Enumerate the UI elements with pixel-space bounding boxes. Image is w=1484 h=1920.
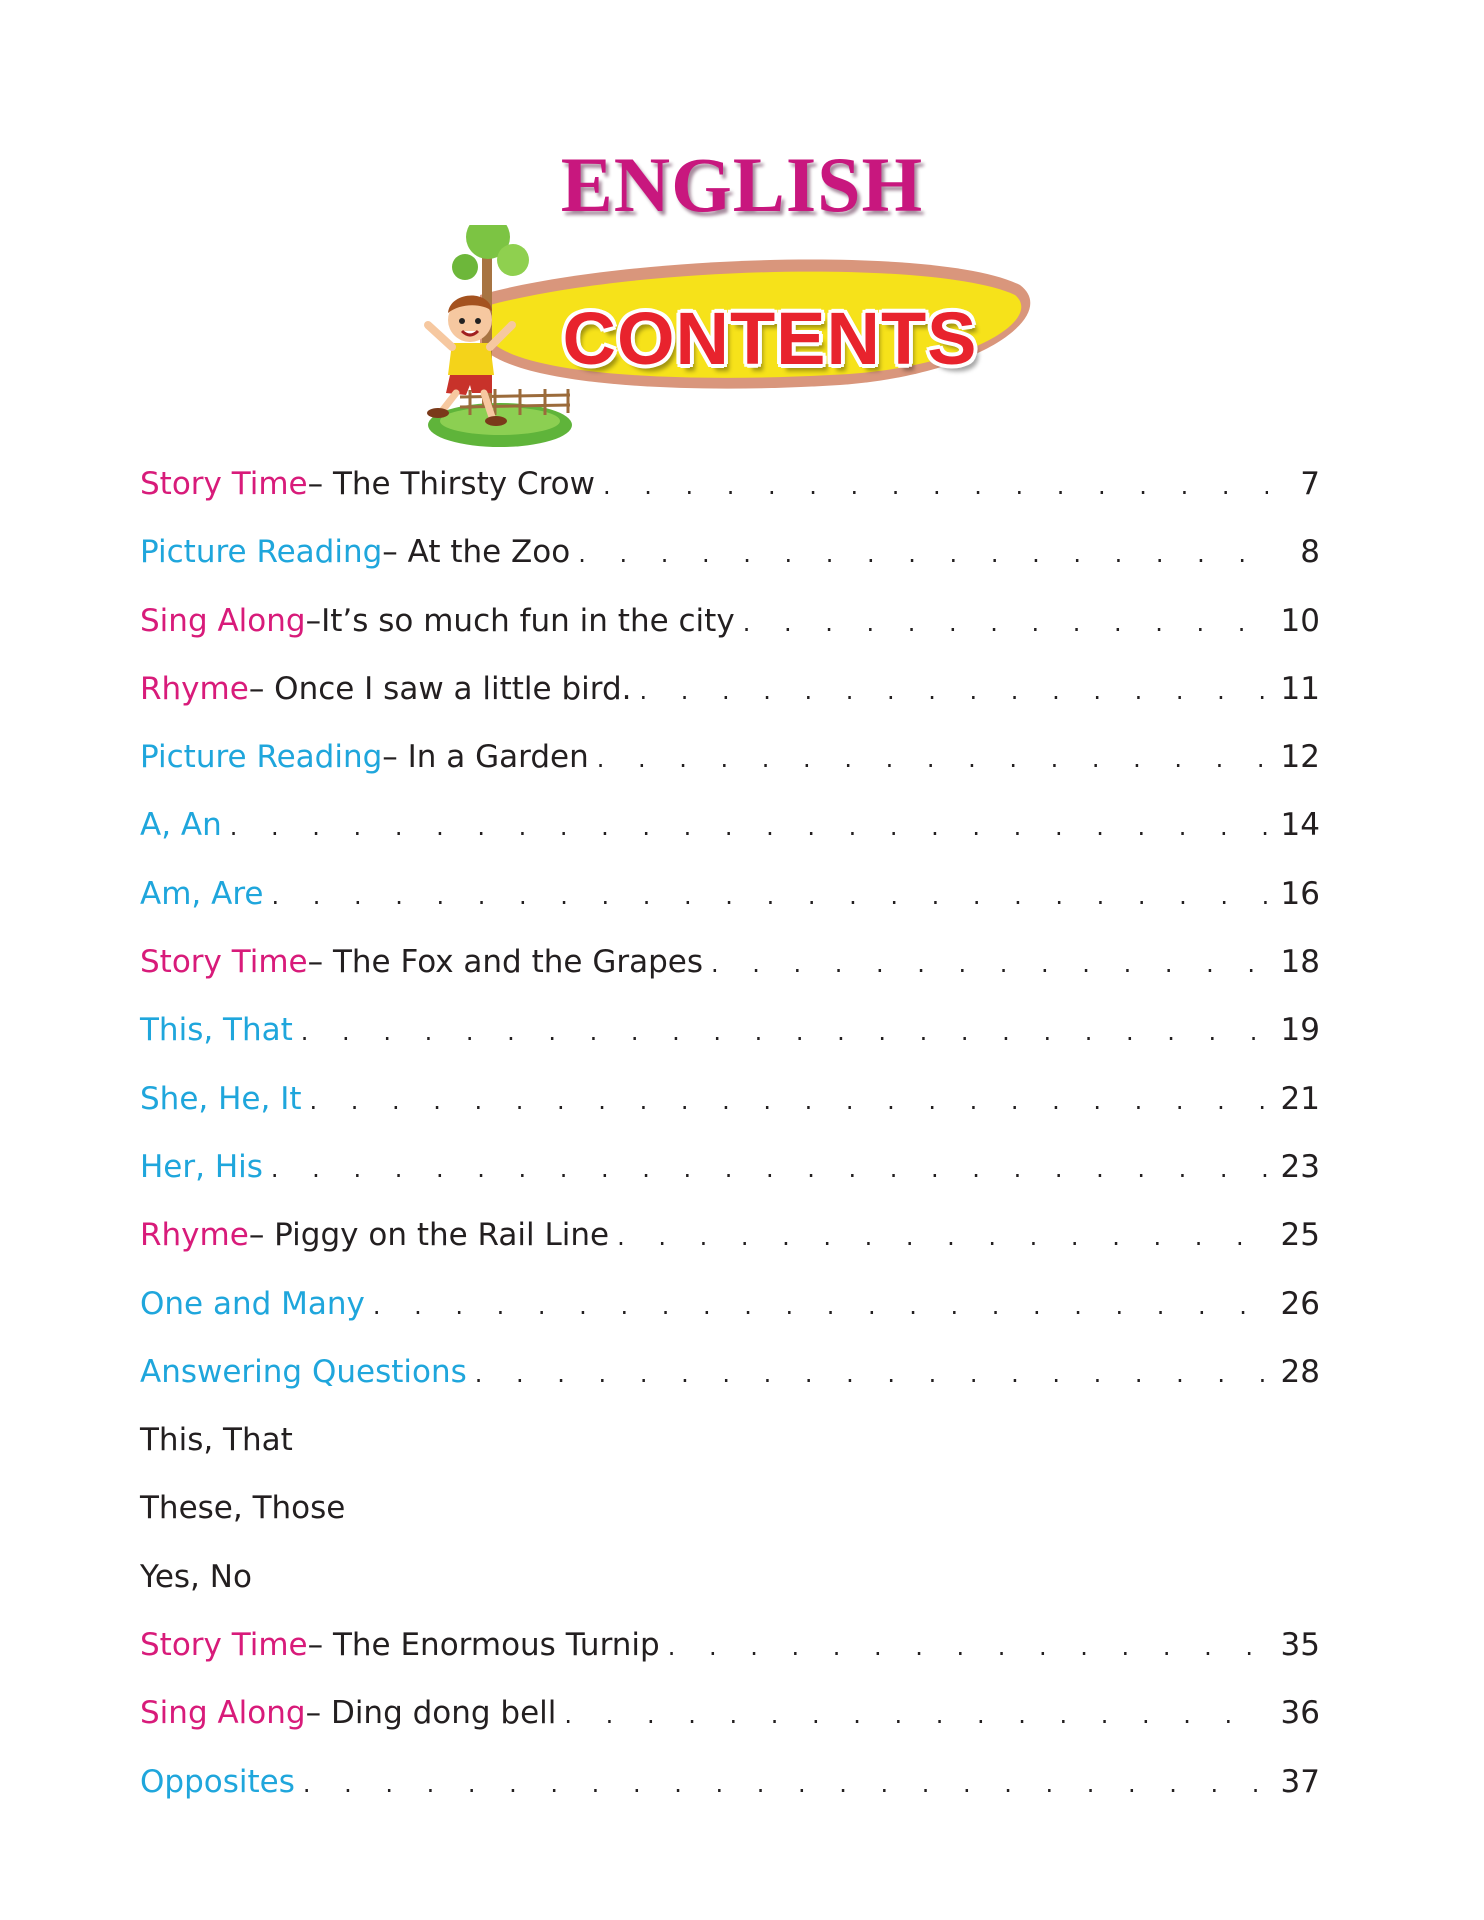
toc-entry-page-number: 14 <box>1280 807 1320 844</box>
dot-leader <box>295 1750 1268 1818</box>
toc-entry-page-number: 37 <box>1280 1763 1320 1800</box>
toc-entry-page-number: 19 <box>1280 1012 1320 1049</box>
dot-leader <box>222 793 1268 861</box>
dot-leader <box>365 1272 1268 1340</box>
toc-entry-title: – The Enormous Turnip <box>307 1627 660 1664</box>
toc-entry-page-number: 28 <box>1280 1353 1320 1390</box>
toc-entry-title: –It’s so much fun in the city <box>305 602 735 639</box>
toc-entry-page-number: 25 <box>1280 1217 1320 1254</box>
dot-leader <box>660 1613 1268 1681</box>
toc-entry-topic: This, That <box>140 1422 293 1459</box>
toc-entry-page-number: 8 <box>1300 534 1320 571</box>
toc-entry-page-number: 16 <box>1280 875 1320 912</box>
toc-entry-topic: She, He, It <box>140 1080 302 1117</box>
toc-entry-page-number: 35 <box>1280 1627 1320 1664</box>
toc-entry-title: – The Fox and the Grapes <box>307 944 703 981</box>
toc-entry-topic: Story Time <box>140 1627 308 1664</box>
toc-entry-title: – Once I saw a little bird. <box>248 670 632 707</box>
toc-entry[interactable] <box>140 1748 1320 1816</box>
toc-entry[interactable] <box>140 1338 1320 1406</box>
toc-entry-title: – In a Garden <box>382 739 589 776</box>
toc-entry-page-number: 26 <box>1280 1285 1320 1322</box>
toc-entry[interactable] <box>140 1474 1320 1542</box>
toc-entry[interactable] <box>140 996 1320 1064</box>
toc-entry[interactable] <box>140 1611 1320 1679</box>
dot-leader <box>589 725 1268 793</box>
table-of-contents <box>140 450 1320 1816</box>
toc-entry-topic: Picture Reading <box>140 739 383 776</box>
dot-leader <box>631 657 1268 725</box>
toc-entry-page-number: 23 <box>1280 1148 1320 1185</box>
dot-leader <box>263 1135 1268 1203</box>
toc-entry-page-number: 36 <box>1280 1695 1320 1732</box>
toc-entry[interactable] <box>140 723 1320 791</box>
toc-entry-topic: Story Time <box>140 944 308 981</box>
dot-leader <box>609 1203 1268 1271</box>
dot-leader <box>570 520 1268 588</box>
toc-entry-page-number: 21 <box>1280 1080 1320 1117</box>
toc-entry[interactable] <box>140 1679 1320 1747</box>
toc-entry-topic: Answering Questions <box>140 1353 467 1390</box>
toc-entry-topic: Sing Along <box>140 602 306 639</box>
toc-entry-topic: Picture Reading <box>140 534 383 571</box>
toc-entry-title: – Piggy on the Rail Line <box>248 1217 610 1254</box>
toc-entry-topic: This, That <box>140 1012 293 1049</box>
toc-entry[interactable] <box>140 1270 1320 1338</box>
toc-entry-page-number: 11 <box>1280 670 1320 707</box>
toc-entry[interactable] <box>140 1543 1320 1611</box>
dot-leader <box>703 930 1268 998</box>
toc-entry-topic: These, Those <box>140 1490 346 1527</box>
toc-entry[interactable] <box>140 1201 1320 1269</box>
toc-entry-topic: Sing Along <box>140 1695 306 1732</box>
toc-entry-topic: One and Many <box>140 1285 365 1322</box>
toc-entry-topic: Yes, No <box>140 1558 252 1595</box>
toc-entry-title: – Ding dong bell <box>305 1695 557 1732</box>
contents-banner-title: CONTENTS <box>562 297 978 380</box>
toc-entry-page-number: 10 <box>1280 602 1320 639</box>
dot-leader <box>302 1067 1269 1135</box>
toc-entry-topic: Rhyme <box>140 670 249 707</box>
toc-entry-topic: Rhyme <box>140 1217 249 1254</box>
toc-entry[interactable] <box>140 587 1320 655</box>
toc-entry-page-number: 18 <box>1280 944 1320 981</box>
dot-leader <box>556 1681 1268 1749</box>
toc-entry-page-number: 7 <box>1300 466 1320 502</box>
toc-entry[interactable] <box>140 1065 1320 1133</box>
toc-entry-topic: Opposites <box>140 1763 295 1800</box>
toc-entry-page-number: 12 <box>1280 739 1320 776</box>
toc-entry-topic: Her, His <box>140 1148 263 1185</box>
toc-entry[interactable] <box>140 860 1320 928</box>
dot-leader <box>293 998 1268 1066</box>
toc-entry-topic: Story Time <box>140 466 308 502</box>
dot-leader <box>735 589 1268 657</box>
toc-entry[interactable] <box>140 518 1320 586</box>
toc-entry-topic: A, An <box>140 807 222 844</box>
toc-entry[interactable] <box>140 450 1320 518</box>
toc-entry[interactable] <box>140 1406 1320 1474</box>
toc-entry-topic: Am, Are <box>140 875 264 912</box>
dot-leader <box>263 862 1268 930</box>
toc-entry-title: – The Thirsty Crow <box>307 466 595 502</box>
dot-leader <box>595 452 1268 520</box>
toc-entry[interactable] <box>140 791 1320 859</box>
toc-entry-title: – At the Zoo <box>382 534 571 571</box>
dot-leader <box>467 1340 1268 1408</box>
toc-entry[interactable] <box>140 655 1320 723</box>
toc-entry[interactable] <box>140 1133 1320 1201</box>
toc-entry[interactable] <box>140 928 1320 996</box>
page-title: ENGLISH <box>560 141 924 228</box>
